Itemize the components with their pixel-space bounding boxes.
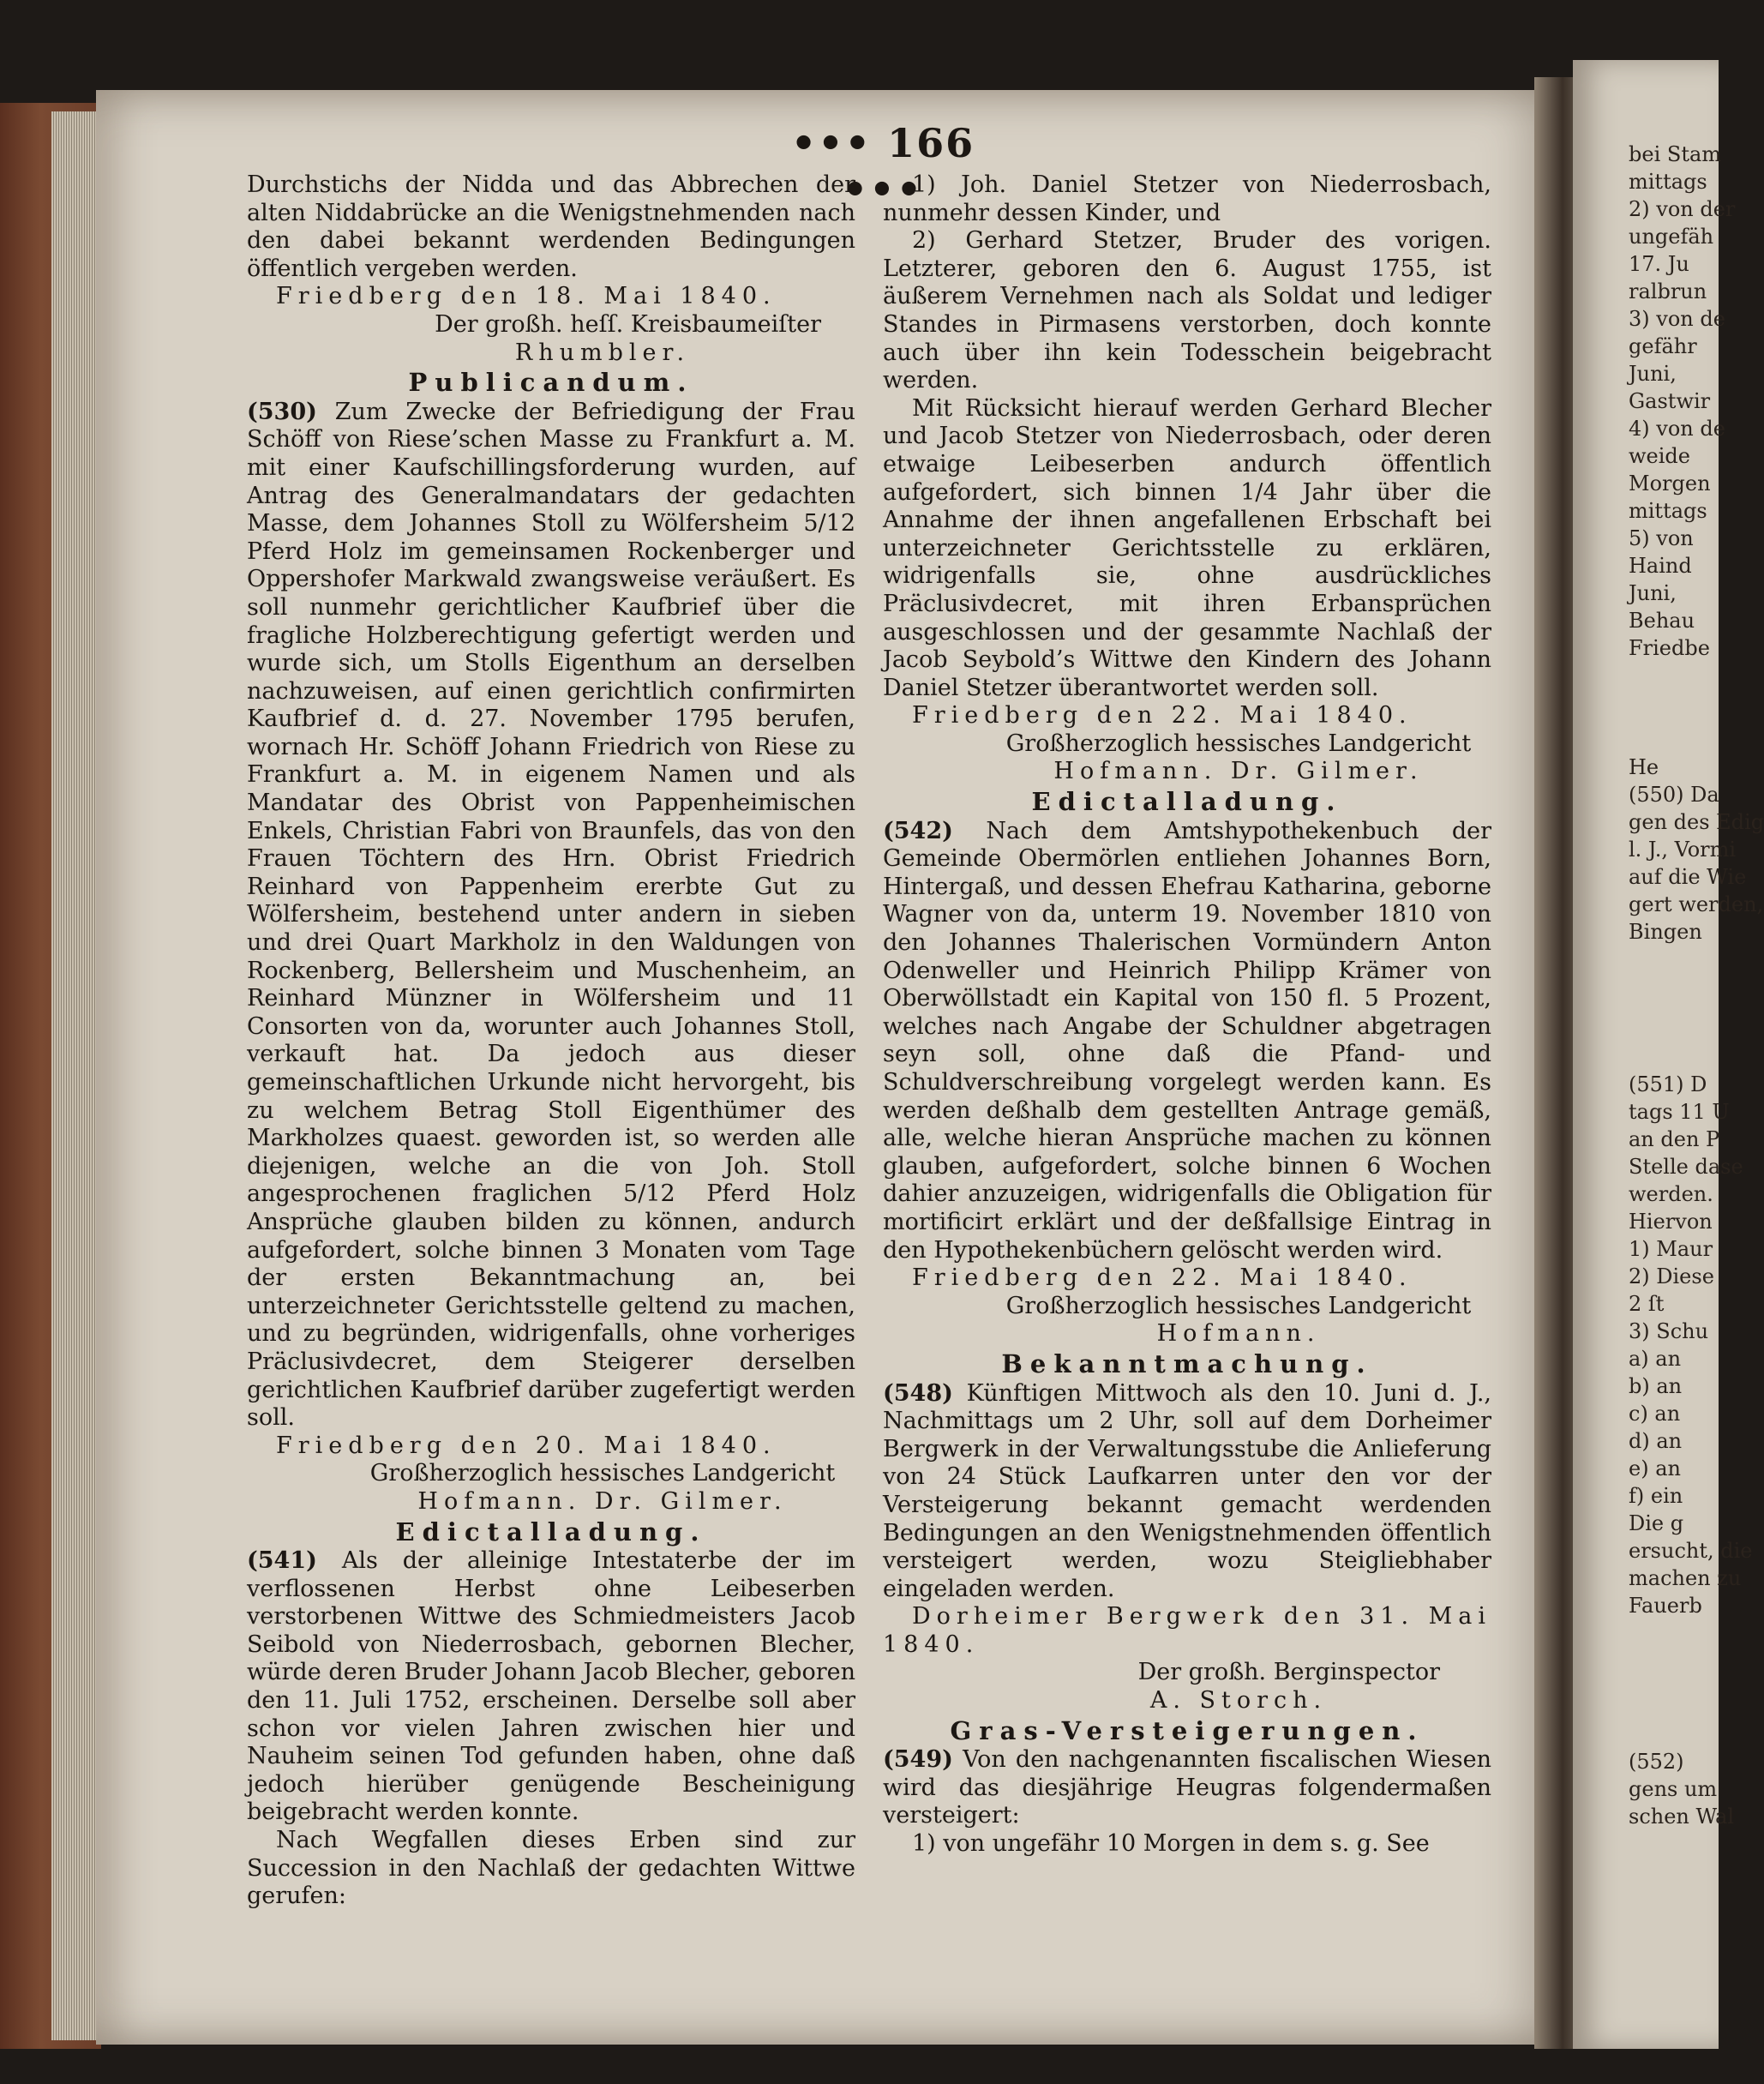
right-page-fragment: weide bbox=[1629, 444, 1690, 468]
right-page-fragment: Gastwir bbox=[1629, 389, 1711, 413]
right-page-fragment: Die g bbox=[1629, 1511, 1684, 1535]
right-page-fragment: (552) bbox=[1629, 1750, 1684, 1774]
notice-text: Zum Zwecke der Befriedigung der Frau Schöff von Riese’schen Masse zu Frankfurt a. M. mit einer Kaufschillingsforderung wurden, auf Antrag des Generalmandatars der gedachten Masse, dem Johannes Stoll zu Wölfersheim 5/12 Pferd Holz im gemeinsamen Rockenberger und Oppershofer Markwald zwangsweise veräußert. Es soll nunmehr gerichtlicher Kaufbrief über die fragliche Holzberechtigung gefertigt werden und wurde sich, um Stolls Eigenthum an derselben nachzuweisen, auf einen gerichtlich confirmirten Kaufbrief d. d. 27. November 1795 berufen, wornach Hr. Schöff Johann Friedrich von Riese zu Frankfurt a. M. in eigenem Namen und als Mandatar des Obrist von Pappenheimischen Enkels, Christian Fabri von Braunfels, das von den Frauen Töchtern des Hrn. Obrist Friedrich Reinhard von Pappenheim ererbte Gut zu Wölfersheim, bestehend unter andern in sieben und drei Quart Markholz in den Waldungen von Rockenberg, Bellersheim und Muschenheim, an Reinhard Münzner in Wölfersheim und 11 Consorten von da, worunter auch Johannes Stoll, verkauft hat. Da jedoch aus dieser gemeinschaftlichen Urkunde nicht hervorgeht, bis zu welchem Betrag Stoll Eigenthümer des Markholzes quaest. geworden ist, so werden alle diejenigen, welche an die von Joh. Stoll angesprochenen fraglichen 5/12 Pferd Holz Ansprüche glauben bilden zu können, andurch aufgefordert, solche binnen 3 Monaten vom Tage der ersten Bekanntmachung an, bei unterzeichneter Gerichtsstelle geltend zu machen, und zu begründen, widrigenfalls, ohne vorheriges Präclusivdecret, dem Steigerer derselben gerichtlichen Kaufbrief darüber zugefertigt werden soll. bbox=[247, 398, 855, 1432]
page-number: 166 bbox=[887, 120, 975, 166]
right-page-fragment: 2) von der bbox=[1629, 197, 1736, 221]
right-page-fragment: 1) Maur bbox=[1629, 1237, 1713, 1261]
right-page-fragment: Stelle dase bbox=[1629, 1155, 1743, 1179]
dateline: Friedberg den 22. Mai 1840. bbox=[912, 1264, 1413, 1292]
notice-number: (549) bbox=[883, 1746, 953, 1774]
section-title: Publicandum. bbox=[408, 368, 694, 398]
notice-text: Als der alleinige Intestaterbe der im verflossenen Herbst ohne Leibeserben verstorbenen Wittwe des Schmiedmeisters Jacob Seibold von Niederrosbach, gebornen Blecher, würde deren Bruder Johann Jacob Blecher, geboren den 11. Juli 1752, erscheinen. Derselbe soll aber schon vor vielen Jahren zwischen hier und Nauheim seinen Tod gefunden haben, ohne daß jedoch hierüber genügende Bescheinigung beigebracht werden konnte. bbox=[247, 1547, 855, 1826]
list-item: 1) Joh. Daniel Stetzer von Niederrosbach, nunmehr dessen Kinder, und bbox=[883, 171, 1491, 226]
right-page-fragment: schen Wal bbox=[1629, 1805, 1735, 1829]
right-page-fragment: Bingen bbox=[1629, 920, 1702, 944]
notice-text: Von den nachgenannten fiscalischen Wiesen wird das diesjährige Heugras folgendermaßen versteigert: bbox=[883, 1746, 1491, 1829]
right-page-fragment: f) ein bbox=[1629, 1484, 1683, 1508]
right-page-fragment: 2) Diese bbox=[1629, 1264, 1714, 1288]
section-title: Gras-Versteigerungen. bbox=[950, 1715, 1425, 1745]
signer-name: Rhumbler. bbox=[514, 339, 691, 366]
court-name: Großherzoglich hessisches Landgericht bbox=[1005, 730, 1472, 757]
notice-text: Künftigen Mittwoch als den 10. Juni d. J., Nachmittags um 2 Uhr, soll auf dem Dorheimer Bergwerk in der Verwaltungsstube die Anlieferung von 24 Stück Laufkarren unter den vor der Versteigerung bekannt gemacht werdenden Bedingungen an den Wenigstnehmenden öffentlich versteigert werden, wozu Steigliebhaber eingeladen werden. bbox=[883, 1379, 1491, 1602]
right-page-fragment: Juni, bbox=[1629, 581, 1677, 605]
right-page-fragment: werden. bbox=[1629, 1182, 1713, 1206]
page-edges bbox=[51, 111, 101, 2040]
right-page-fragment: b) an bbox=[1629, 1374, 1683, 1398]
notice-number: (542) bbox=[883, 817, 953, 844]
right-page-fragment: 5) von bbox=[1629, 526, 1694, 550]
dateline: Friedberg den 18. Mai 1840. bbox=[276, 283, 777, 310]
section-title: Edictalladung. bbox=[1031, 787, 1343, 817]
right-page-fragment: ungefäh bbox=[1629, 225, 1714, 249]
right-page-fragment: machen zu bbox=[1629, 1566, 1742, 1590]
right-page-fragment: gert werden, bbox=[1629, 892, 1764, 916]
right-page-fragment: Morgen bbox=[1629, 471, 1711, 495]
right-page-fragment: e) an bbox=[1629, 1456, 1681, 1480]
right-page-fragment: Friedbe bbox=[1629, 636, 1710, 660]
right-page-fragment: Hiervon bbox=[1629, 1210, 1713, 1234]
continuation-text: Durchstichs der Nidda und das Abbrechen der alten Niddabrücke an die Wenigstnehmenden nach den dabei bekannt werdenden Bedingungen öffentlich vergeben werden. bbox=[247, 171, 855, 282]
right-page-fragment: He bbox=[1629, 755, 1659, 779]
right-page-fragment: Haind bbox=[1629, 554, 1692, 578]
right-page-fragment: auf die Wie bbox=[1629, 865, 1747, 889]
right-page-fragment: mittags bbox=[1629, 499, 1707, 523]
section-title: Edictalladung. bbox=[395, 1516, 707, 1546]
right-page-fragment: Fauerb bbox=[1629, 1594, 1702, 1618]
right-page-fragment: mittags bbox=[1629, 170, 1707, 194]
right-page-fragment: (551) D bbox=[1629, 1072, 1707, 1096]
list-item: 2) Gerhard Stetzer, Bruder des vorigen. Letzterer, geboren den 6. August 1755, ist äußerem Vernehmen nach als Soldat und lediger Standes in Pirmasens verstorben, doch konnte auch über ihn kein Todesschein beigebracht werden. bbox=[883, 227, 1491, 394]
right-page-fragment: gen des Edig bbox=[1629, 810, 1764, 834]
header-ornament-right: ••• bbox=[842, 166, 924, 213]
right-page-fragment: 2 ſt bbox=[1629, 1292, 1665, 1316]
right-page-fragment: 3) von de bbox=[1629, 307, 1725, 331]
middle-column bbox=[883, 171, 1491, 1859]
right-page-fragment: (550) Da bbox=[1629, 783, 1719, 807]
signer-title: Der großh. Berginspector bbox=[1137, 1659, 1440, 1686]
right-page-fragment: 4) von de bbox=[1629, 417, 1725, 441]
header-ornament-left: ••• bbox=[790, 120, 873, 166]
notice-text: Mit Rücksicht hierauf werden Gerhard Blecher und Jacob Stetzer von Niederrosbach, oder deren etwaige Leibeserben andurch öffentlich aufgefordert, sich binnen 1/4 Jahr über die Annahme der ihnen angefallenen Erbschaft bei unterzeichneter Gerichtsstelle zu erklären, widrigenfalls sie, ohne ausdrückliches Präclusivdecret, mit ihren Erbansprüchen ausgeschlossen und der gesammte Nachlaß der Jacob Seybold’s Wittwe den Kindern des Johann Daniel Stetzer überantwortet werden soll. bbox=[883, 394, 1491, 701]
list-item: 1) von ungefähr 10 Morgen in dem s. g. See bbox=[912, 1830, 1430, 1858]
right-page-fragment: bei Stam bbox=[1629, 142, 1722, 166]
left-column bbox=[247, 171, 855, 1911]
signer-name: A. Storch. bbox=[1149, 1687, 1328, 1715]
right-page-fragment: an den P bbox=[1629, 1127, 1720, 1151]
notice-text: Nach dem Amtshypothekenbuch der Gemeinde Obermörlen entliehen Johannes Born, Hintergaß, und dessen Ehefrau Katharina, geborne Wagner von da, unterm 19. November 1810 von den Johannes Thalerischen Vormündern Anton Odenweller und Heinrich Philipp Krämer von Oberwöllstadt ein Kapital von 150 fl. 5 Prozent, welches nach Angabe der Schuldner abgetragen seyn soll, ohne daß die Pfand- und Schuldverschreibung vorgelegt werden kann. Es werden deßhalb dem gestellten Antrage gemäß, alle, welche hieran Ansprüche machen zu können glauben, aufgefordert, solche binnen 6 Wochen dahier anzuzeigen, widrigenfalls die Obligation für mortificirt erklärt und der deßfallsige Eintrag in den Hypothekenbüchern gelöscht werden wird. bbox=[883, 817, 1491, 1264]
right-page-fragment: d) an bbox=[1629, 1429, 1683, 1453]
notice-number: (541) bbox=[247, 1547, 317, 1575]
notice-number: (548) bbox=[883, 1379, 953, 1407]
right-page-fragment: l. J., Vormi bbox=[1629, 838, 1737, 862]
right-page-fragment: Behau bbox=[1629, 609, 1695, 633]
dateline: Friedberg den 20. Mai 1840. bbox=[276, 1432, 777, 1459]
right-page-fragment: ersucht, die bbox=[1629, 1539, 1753, 1563]
notice-text-continued: Nach Wegfallen dieses Erben sind zur Succession in den Nachlaß der gedachten Wittwe gerufen: bbox=[247, 1827, 855, 1910]
signers: Hofmann. bbox=[1156, 1320, 1321, 1348]
right-page-fragment: gefähr bbox=[1629, 334, 1697, 358]
notice-number: (530) bbox=[247, 398, 317, 425]
signer-title: Der großh. heſſ. Kreisbaumeiſter bbox=[435, 310, 821, 338]
court-name: Großherzoglich hessisches Landgericht bbox=[369, 1460, 836, 1487]
right-page-fragment: Juni, bbox=[1629, 362, 1677, 386]
right-page-fragment: gens um bbox=[1629, 1777, 1718, 1801]
right-page-fragment: 17. Ju bbox=[1629, 252, 1689, 276]
right-page-fragment: ralbrun bbox=[1629, 279, 1707, 303]
right-page-fragment: a) an bbox=[1629, 1347, 1682, 1371]
right-page-fragment: tags 11 U bbox=[1629, 1100, 1730, 1124]
dateline: Friedberg den 22. Mai 1840. bbox=[912, 702, 1413, 730]
signers: Hofmann. Dr. Gilmer. bbox=[1053, 758, 1424, 785]
right-page-fragment: 3) Schu bbox=[1629, 1319, 1709, 1343]
section-title: Bekanntmachung. bbox=[1001, 1348, 1373, 1378]
signers: Hofmann. Dr. Gilmer. bbox=[417, 1487, 788, 1515]
dateline: Dorheimer Bergwerk den 31. Mai 1840. bbox=[883, 1603, 1491, 1658]
right-page-fragment: c) an bbox=[1629, 1402, 1681, 1426]
court-name: Großherzoglich hessisches Landgericht bbox=[1005, 1292, 1472, 1319]
